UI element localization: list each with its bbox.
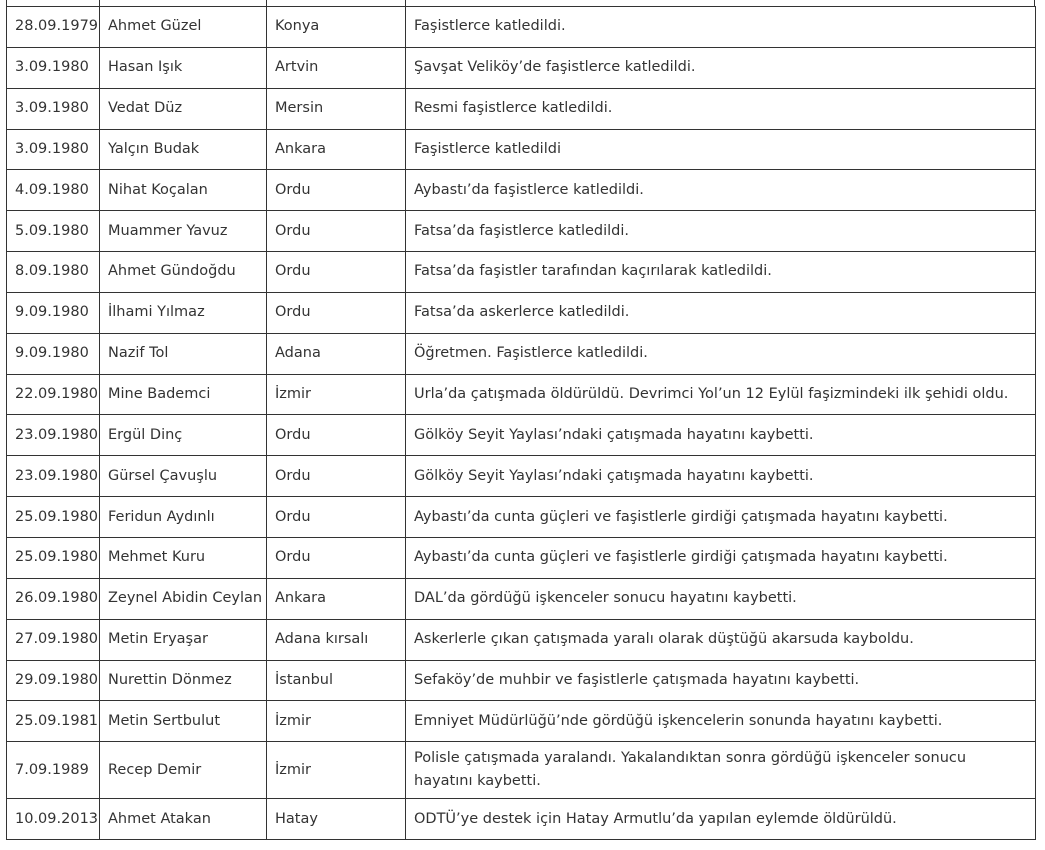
cell-city: Adana [267, 333, 406, 374]
cell-name: Mehmet Kuru [100, 537, 267, 578]
table-row [7, 701, 1036, 742]
cell-name: Metin Eryaşar [100, 619, 267, 660]
table-row [7, 333, 1036, 374]
cell-note: Resmi faşistlerce katledildi. [406, 88, 1036, 129]
cell-name: Vedat Düz [100, 88, 267, 129]
cell-note: Öğretmen. Faşistlerce katledildi. [406, 333, 1036, 374]
cell-note: Gölköy Seyit Yaylası’ndaki çatışmada hayatını kaybetti. [406, 456, 1036, 497]
table-row [7, 415, 1036, 456]
cell-name: Mine Bademci [100, 374, 267, 415]
table-row [7, 742, 1036, 799]
cell-date: 23.09.1980 [7, 415, 100, 456]
cell-city: Ordu [267, 456, 406, 497]
cell-city: Ordu [267, 170, 406, 211]
table-row [7, 88, 1036, 129]
table-container [6, 6, 1035, 840]
cell-note: ODTÜ’ye destek için Hatay Armutlu’da yapılan eylemde öldürüldü. [406, 799, 1036, 840]
cell-name: Metin Sertbulut [100, 701, 267, 742]
cell-date: 3.09.1980 [7, 47, 100, 88]
cell-city: Ankara [267, 578, 406, 619]
table-row [7, 129, 1036, 170]
cell-name: Nazif Tol [100, 333, 267, 374]
cell-date: 25.09.1980 [7, 537, 100, 578]
cell-note: Aybastı’da cunta güçleri ve faşistlerle girdiği çatışmada hayatını kaybetti. [406, 497, 1036, 538]
casualty-table [6, 6, 1036, 840]
table-row [7, 374, 1036, 415]
table-row [7, 619, 1036, 660]
cell-city: Artvin [267, 47, 406, 88]
cell-note: Gölköy Seyit Yaylası’ndaki çatışmada hayatını kaybetti. [406, 415, 1036, 456]
cell-note: Faşistlerce katledildi. [406, 7, 1036, 48]
cell-name: Feridun Aydınlı [100, 497, 267, 538]
cell-note: Askerlerle çıkan çatışmada yaralı olarak düştüğü akarsuda kayboldu. [406, 619, 1036, 660]
cell-city: Ankara [267, 129, 406, 170]
cell-date: 9.09.1980 [7, 333, 100, 374]
cell-date: 28.09.1979 [7, 7, 100, 48]
cell-city: İzmir [267, 742, 406, 799]
cell-name: İlhami Yılmaz [100, 292, 267, 333]
table-row [7, 660, 1036, 701]
cell-note: Polisle çatışmada yaralandı. Yakalandıktan sonra gördüğü işkenceler sonucu hayatını kaybetti. [406, 742, 1036, 799]
cell-date: 4.09.1980 [7, 170, 100, 211]
table-row [7, 170, 1036, 211]
cell-name: Yalçın Budak [100, 129, 267, 170]
cell-city: Ordu [267, 211, 406, 252]
cell-name: Ahmet Güzel [100, 7, 267, 48]
cell-city: İzmir [267, 701, 406, 742]
cell-date: 26.09.1980 [7, 578, 100, 619]
cell-city: Ordu [267, 537, 406, 578]
cell-name: Ergül Dinç [100, 415, 267, 456]
cell-note: Aybastı’da faşistlerce katledildi. [406, 170, 1036, 211]
table-body [7, 7, 1036, 840]
cell-note: Aybastı’da cunta güçleri ve faşistlerle girdiği çatışmada hayatını kaybetti. [406, 537, 1036, 578]
cell-date: 9.09.1980 [7, 292, 100, 333]
cell-city: İzmir [267, 374, 406, 415]
cell-city: Ordu [267, 497, 406, 538]
cell-city: Ordu [267, 292, 406, 333]
cell-name: Ahmet Gündoğdu [100, 252, 267, 293]
cell-note: Fatsa’da askerlerce katledildi. [406, 292, 1036, 333]
cell-note: Şavşat Veliköy’de faşistlerce katledildi. [406, 47, 1036, 88]
cell-city: Ordu [267, 252, 406, 293]
cell-date: 5.09.1980 [7, 211, 100, 252]
cell-note: Fatsa’da faşistlerce katledildi. [406, 211, 1036, 252]
table-row [7, 252, 1036, 293]
cell-date: 8.09.1980 [7, 252, 100, 293]
cell-name: Gürsel Çavuşlu [100, 456, 267, 497]
cell-city: Adana kırsalı [267, 619, 406, 660]
table-row [7, 578, 1036, 619]
cell-city: Hatay [267, 799, 406, 840]
cell-note: Sefaköy’de muhbir ve faşistlerle çatışmada hayatını kaybetti. [406, 660, 1036, 701]
cell-date: 25.09.1981 [7, 701, 100, 742]
cell-date: 29.09.1980 [7, 660, 100, 701]
cell-note: Urla’da çatışmada öldürüldü. Devrimci Yol’un 12 Eylül faşizmindeki ilk şehidi oldu. [406, 374, 1036, 415]
cell-date: 25.09.1980 [7, 497, 100, 538]
cell-name: Nihat Koçalan [100, 170, 267, 211]
cell-note: Faşistlerce katledildi [406, 129, 1036, 170]
cell-city: Konya [267, 7, 406, 48]
cell-date: 3.09.1980 [7, 129, 100, 170]
cell-city: Ordu [267, 415, 406, 456]
table-row [7, 456, 1036, 497]
cell-date: 23.09.1980 [7, 456, 100, 497]
cell-name: Nurettin Dönmez [100, 660, 267, 701]
table-row [7, 537, 1036, 578]
table-row [7, 497, 1036, 538]
table-row [7, 211, 1036, 252]
cell-date: 22.09.1980 [7, 374, 100, 415]
cell-date: 27.09.1980 [7, 619, 100, 660]
cell-name: Muammer Yavuz [100, 211, 267, 252]
cell-name: Zeynel Abidin Ceylan [100, 578, 267, 619]
table-row [7, 292, 1036, 333]
cell-note: DAL’da gördüğü işkenceler sonucu hayatını kaybetti. [406, 578, 1036, 619]
cell-name: Ahmet Atakan [100, 799, 267, 840]
cell-note: Emniyet Müdürlüğü’nde gördüğü işkencelerin sonunda hayatını kaybetti. [406, 701, 1036, 742]
cell-note: Fatsa’da faşistler tarafından kaçırılarak katledildi. [406, 252, 1036, 293]
cell-date: 3.09.1980 [7, 88, 100, 129]
cell-city: Mersin [267, 88, 406, 129]
cell-date: 10.09.2013 [7, 799, 100, 840]
table-row [7, 799, 1036, 840]
table-row [7, 7, 1036, 48]
table-row [7, 47, 1036, 88]
cell-date: 7.09.1989 [7, 742, 100, 799]
cell-name: Recep Demir [100, 742, 267, 799]
cell-name: Hasan Işık [100, 47, 267, 88]
cell-city: İstanbul [267, 660, 406, 701]
